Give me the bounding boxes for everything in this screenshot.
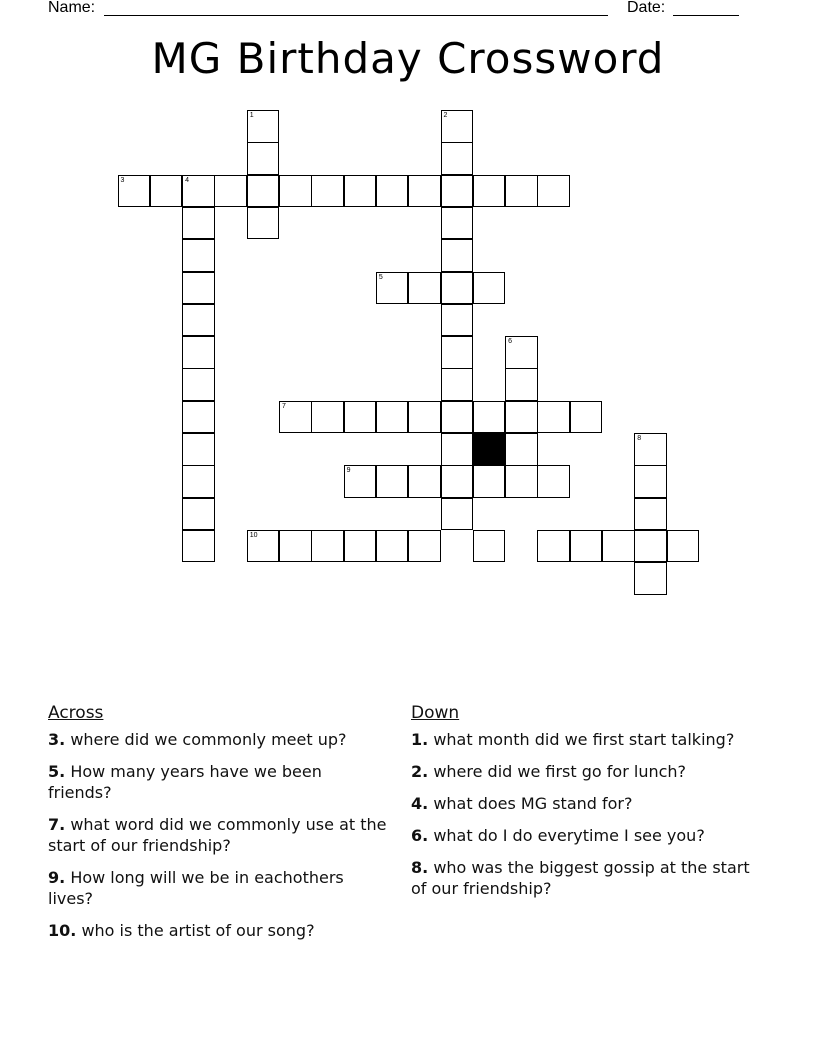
grid-cell[interactable] [473,175,506,208]
grid-cell[interactable] [376,530,409,563]
across-clue [48,867,388,909]
page-title: MG Birthday Crossword [151,34,665,83]
grid-cell[interactable] [182,336,215,369]
grid-cell[interactable] [408,401,441,434]
grid-cell[interactable] [634,465,667,498]
grid-cell[interactable] [441,142,474,175]
grid-cell[interactable] [408,465,441,498]
grid-cell[interactable] [634,498,667,531]
grid-cell[interactable] [247,142,280,175]
cell-number: 8 [637,435,642,442]
clue-number: 2. [411,762,429,781]
grid-cell[interactable] [344,530,377,563]
cell-number: 9 [346,467,351,475]
clue-text: where did we commonly meet up? [70,730,347,749]
date-label: Date: [627,0,666,16]
grid-cell[interactable] [311,175,344,208]
grid-cell[interactable] [441,110,474,143]
grid-cell[interactable] [182,530,215,563]
clue-text: what does MG stand for? [433,794,633,813]
grid-cell[interactable] [537,175,570,208]
grid-cell[interactable] [634,530,667,563]
grid-cell[interactable] [376,401,409,434]
grid-cell[interactable] [441,336,474,369]
grid-cell[interactable] [570,401,603,434]
grid-cell[interactable] [247,175,280,208]
grid-cell[interactable] [441,304,474,337]
grid-cell[interactable] [473,272,506,305]
clue-number: 1. [411,730,429,749]
grid-cell[interactable] [344,175,377,208]
grid-cell[interactable] [376,465,409,498]
grid-cell[interactable] [634,433,667,466]
grid-cell[interactable] [441,272,474,305]
down-clue [411,825,751,846]
grid-cell[interactable] [473,530,506,563]
grid-cell[interactable] [150,175,183,208]
grid-cell[interactable] [182,498,215,531]
grid-cell[interactable] [182,465,215,498]
across-clue [48,761,388,803]
grid-cell[interactable] [441,433,474,466]
grid-cell[interactable] [505,336,538,369]
clue-text: who is the artist of our song? [81,921,315,940]
name-label: Name: [48,0,96,16]
grid-cell[interactable] [537,465,570,498]
across-heading: Across [48,703,104,723]
grid-cell[interactable] [505,368,538,401]
grid-cell[interactable] [408,530,441,563]
clue-number: 4. [411,794,429,813]
grid-cell[interactable] [441,498,474,531]
grid-cell[interactable] [537,401,570,434]
grid-cell[interactable] [441,368,474,401]
clue-text: what word did we commonly use at the start of our friendship? [48,815,387,855]
clue-number: 10. [48,921,77,940]
across-clue [48,814,388,856]
grid-cell[interactable] [376,175,409,208]
down-heading: Down [411,703,460,723]
grid-cell[interactable] [634,562,667,595]
clue-number: 6. [411,826,429,845]
grid-cell[interactable] [408,175,441,208]
grid-cell[interactable] [344,465,377,498]
grid-cell[interactable] [182,304,215,337]
grid-cell[interactable] [473,465,506,498]
clue-text: where did we first go for lunch? [433,762,687,781]
grid-cell[interactable] [505,401,538,434]
grid-block [473,433,506,466]
cell-number: 1 [249,112,254,119]
grid-cell[interactable] [182,433,215,466]
grid-cell[interactable] [376,272,409,305]
down-clue [411,761,751,782]
grid-cell[interactable] [182,401,215,434]
grid-cell[interactable] [247,530,280,563]
grid-cell[interactable] [408,272,441,305]
grid-cell[interactable] [182,175,215,208]
grid-cell[interactable] [182,207,215,240]
cell-number: 2 [443,112,448,119]
down-clues [411,703,751,910]
grid-cell[interactable] [247,110,280,143]
grid-cell[interactable] [182,272,215,305]
grid-cell[interactable] [279,401,312,434]
clue-number: 5. [48,762,66,781]
cell-number: 3 [120,176,125,184]
grid-cell[interactable] [279,530,312,563]
grid-cell[interactable] [441,175,474,208]
down-clue [411,857,751,899]
grid-cell[interactable] [182,368,215,401]
grid-cell[interactable] [247,207,280,240]
clue-number: 9. [48,868,66,887]
cell-number: 5 [378,273,383,281]
cell-number: 10 [249,531,258,539]
grid-cell[interactable] [182,239,215,272]
clue-text: How long will we be in eachothers lives? [48,868,344,908]
grid-cell[interactable] [505,175,538,208]
down-clue-list [411,729,751,899]
clue-text: who was the biggest gossip at the start of our friendship? [411,858,750,898]
clue-text: what month did we first start talking? [433,730,735,749]
grid-cell[interactable] [473,401,506,434]
clue-text: How many years have we been friends? [48,762,322,802]
grid-cell[interactable] [279,175,312,208]
cell-number: 4 [185,176,189,184]
across-clues [48,703,388,952]
clue-number: 8. [411,858,429,877]
cell-number: 6 [508,338,512,346]
grid-cell[interactable] [441,239,474,272]
across-clue-list [48,729,388,941]
grid-cell[interactable] [441,465,474,498]
grid-cell[interactable] [311,530,344,563]
grid-cell[interactable] [570,530,603,563]
grid-cell[interactable] [441,207,474,240]
grid-cell[interactable] [118,175,151,208]
grid-cell[interactable] [311,401,344,434]
grid-cell[interactable] [602,530,635,563]
down-clue [411,793,751,814]
grid-cell[interactable] [505,433,538,466]
grid-cell[interactable] [441,401,474,434]
across-clue [48,729,388,750]
grid-cell[interactable] [505,465,538,498]
grid-cell[interactable] [667,530,700,563]
cell-number: 7 [282,402,286,410]
clue-text: what do I do everytime I see you? [433,826,705,845]
clue-number: 7. [48,815,66,834]
clue-number: 3. [48,730,66,749]
across-clue [48,920,388,941]
grid-cell[interactable] [214,175,247,208]
grid-cell[interactable] [344,401,377,434]
down-clue [411,729,751,750]
grid-cell[interactable] [537,530,570,563]
